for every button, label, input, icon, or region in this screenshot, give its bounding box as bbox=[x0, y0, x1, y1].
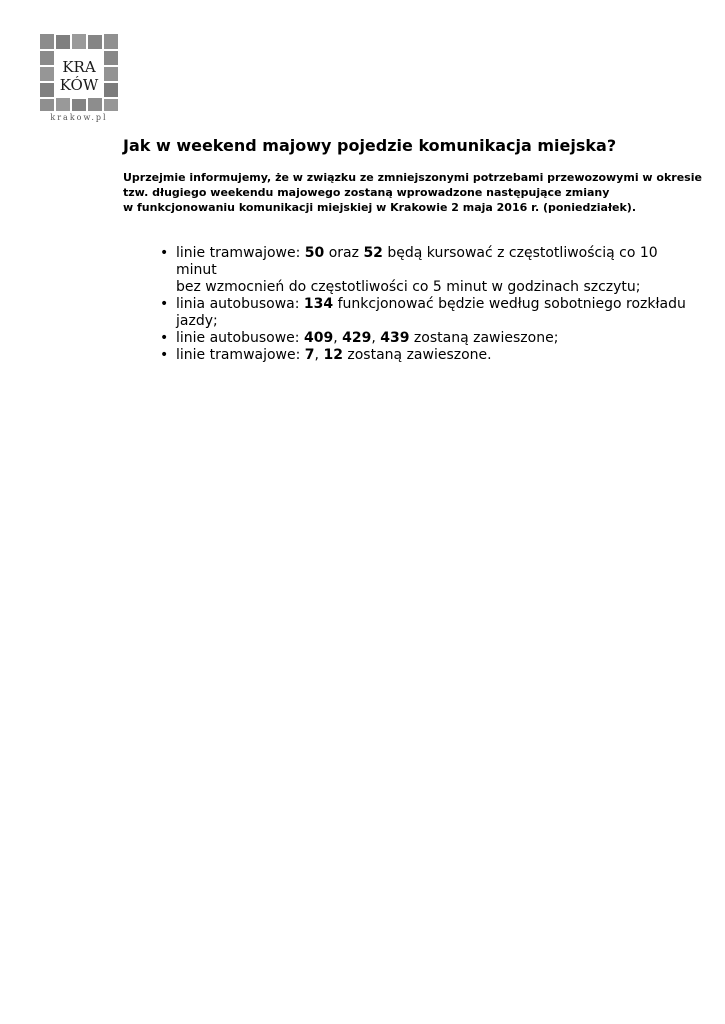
krakow-logo bbox=[38, 32, 122, 122]
item-text: będą kursować z częstotliwością co 10 minut bbox=[176, 245, 658, 278]
route-number: 134 bbox=[303, 296, 334, 312]
route-number: 409 bbox=[303, 330, 334, 346]
item-separator: , bbox=[333, 330, 343, 346]
item-text: bez wzmocnień do częstotliwości co 5 minut w godzinach szczytu; bbox=[176, 279, 641, 295]
logo-text-bottom: KÓW bbox=[59, 76, 99, 94]
list-item bbox=[160, 330, 700, 347]
route-number: 50 bbox=[304, 245, 325, 261]
route-number: 439 bbox=[380, 330, 410, 346]
changes-list bbox=[160, 245, 700, 364]
logo-text-top: KRA bbox=[62, 58, 96, 76]
item-prefix: linie tramwajowe: bbox=[176, 347, 305, 363]
intro-line: w funkcjonowaniu komunikacji miejskiej w Krakowie 2 maja 2016 r. (poniedziałek). bbox=[123, 201, 637, 214]
intro-paragraph bbox=[123, 170, 713, 215]
intro-line: tzw. długiego weekendu majowego zostaną wprowadzone następujące zmiany bbox=[123, 186, 610, 199]
route-number: 429 bbox=[342, 330, 372, 346]
bullet-icon: • bbox=[160, 347, 169, 363]
list-item bbox=[160, 296, 700, 330]
list-item bbox=[160, 347, 700, 364]
route-number: 7 bbox=[304, 347, 315, 363]
item-prefix: linia autobusowa: bbox=[176, 296, 304, 312]
item-prefix: linie autobusowe: bbox=[176, 330, 304, 346]
item-separator: , bbox=[314, 347, 324, 363]
bullet-icon: • bbox=[160, 330, 169, 346]
bullet-icon: • bbox=[160, 296, 169, 312]
item-text: funkcjonować będzie według sobotniego rozkładu bbox=[333, 296, 686, 312]
item-text: jazdy; bbox=[176, 313, 218, 329]
item-text: zostaną zawieszone. bbox=[342, 347, 492, 363]
item-separator: , bbox=[371, 330, 381, 346]
item-text: zostaną zawieszone; bbox=[409, 330, 559, 346]
list-item bbox=[160, 245, 700, 296]
page-title: Jak w weekend majowy pojedzie komunikacja miejska? bbox=[123, 136, 617, 155]
intro-line: Uprzejmie informujemy, że w związku ze zmniejszonymi potrzebami przewozowymi w okresie bbox=[123, 171, 702, 184]
item-prefix: linie tramwajowe: bbox=[176, 245, 305, 261]
logo-url: krakow.pl bbox=[50, 113, 108, 122]
route-number: 12 bbox=[323, 347, 343, 363]
bullet-icon: • bbox=[160, 245, 169, 261]
route-number: 52 bbox=[363, 245, 383, 261]
item-joiner: oraz bbox=[324, 245, 364, 261]
